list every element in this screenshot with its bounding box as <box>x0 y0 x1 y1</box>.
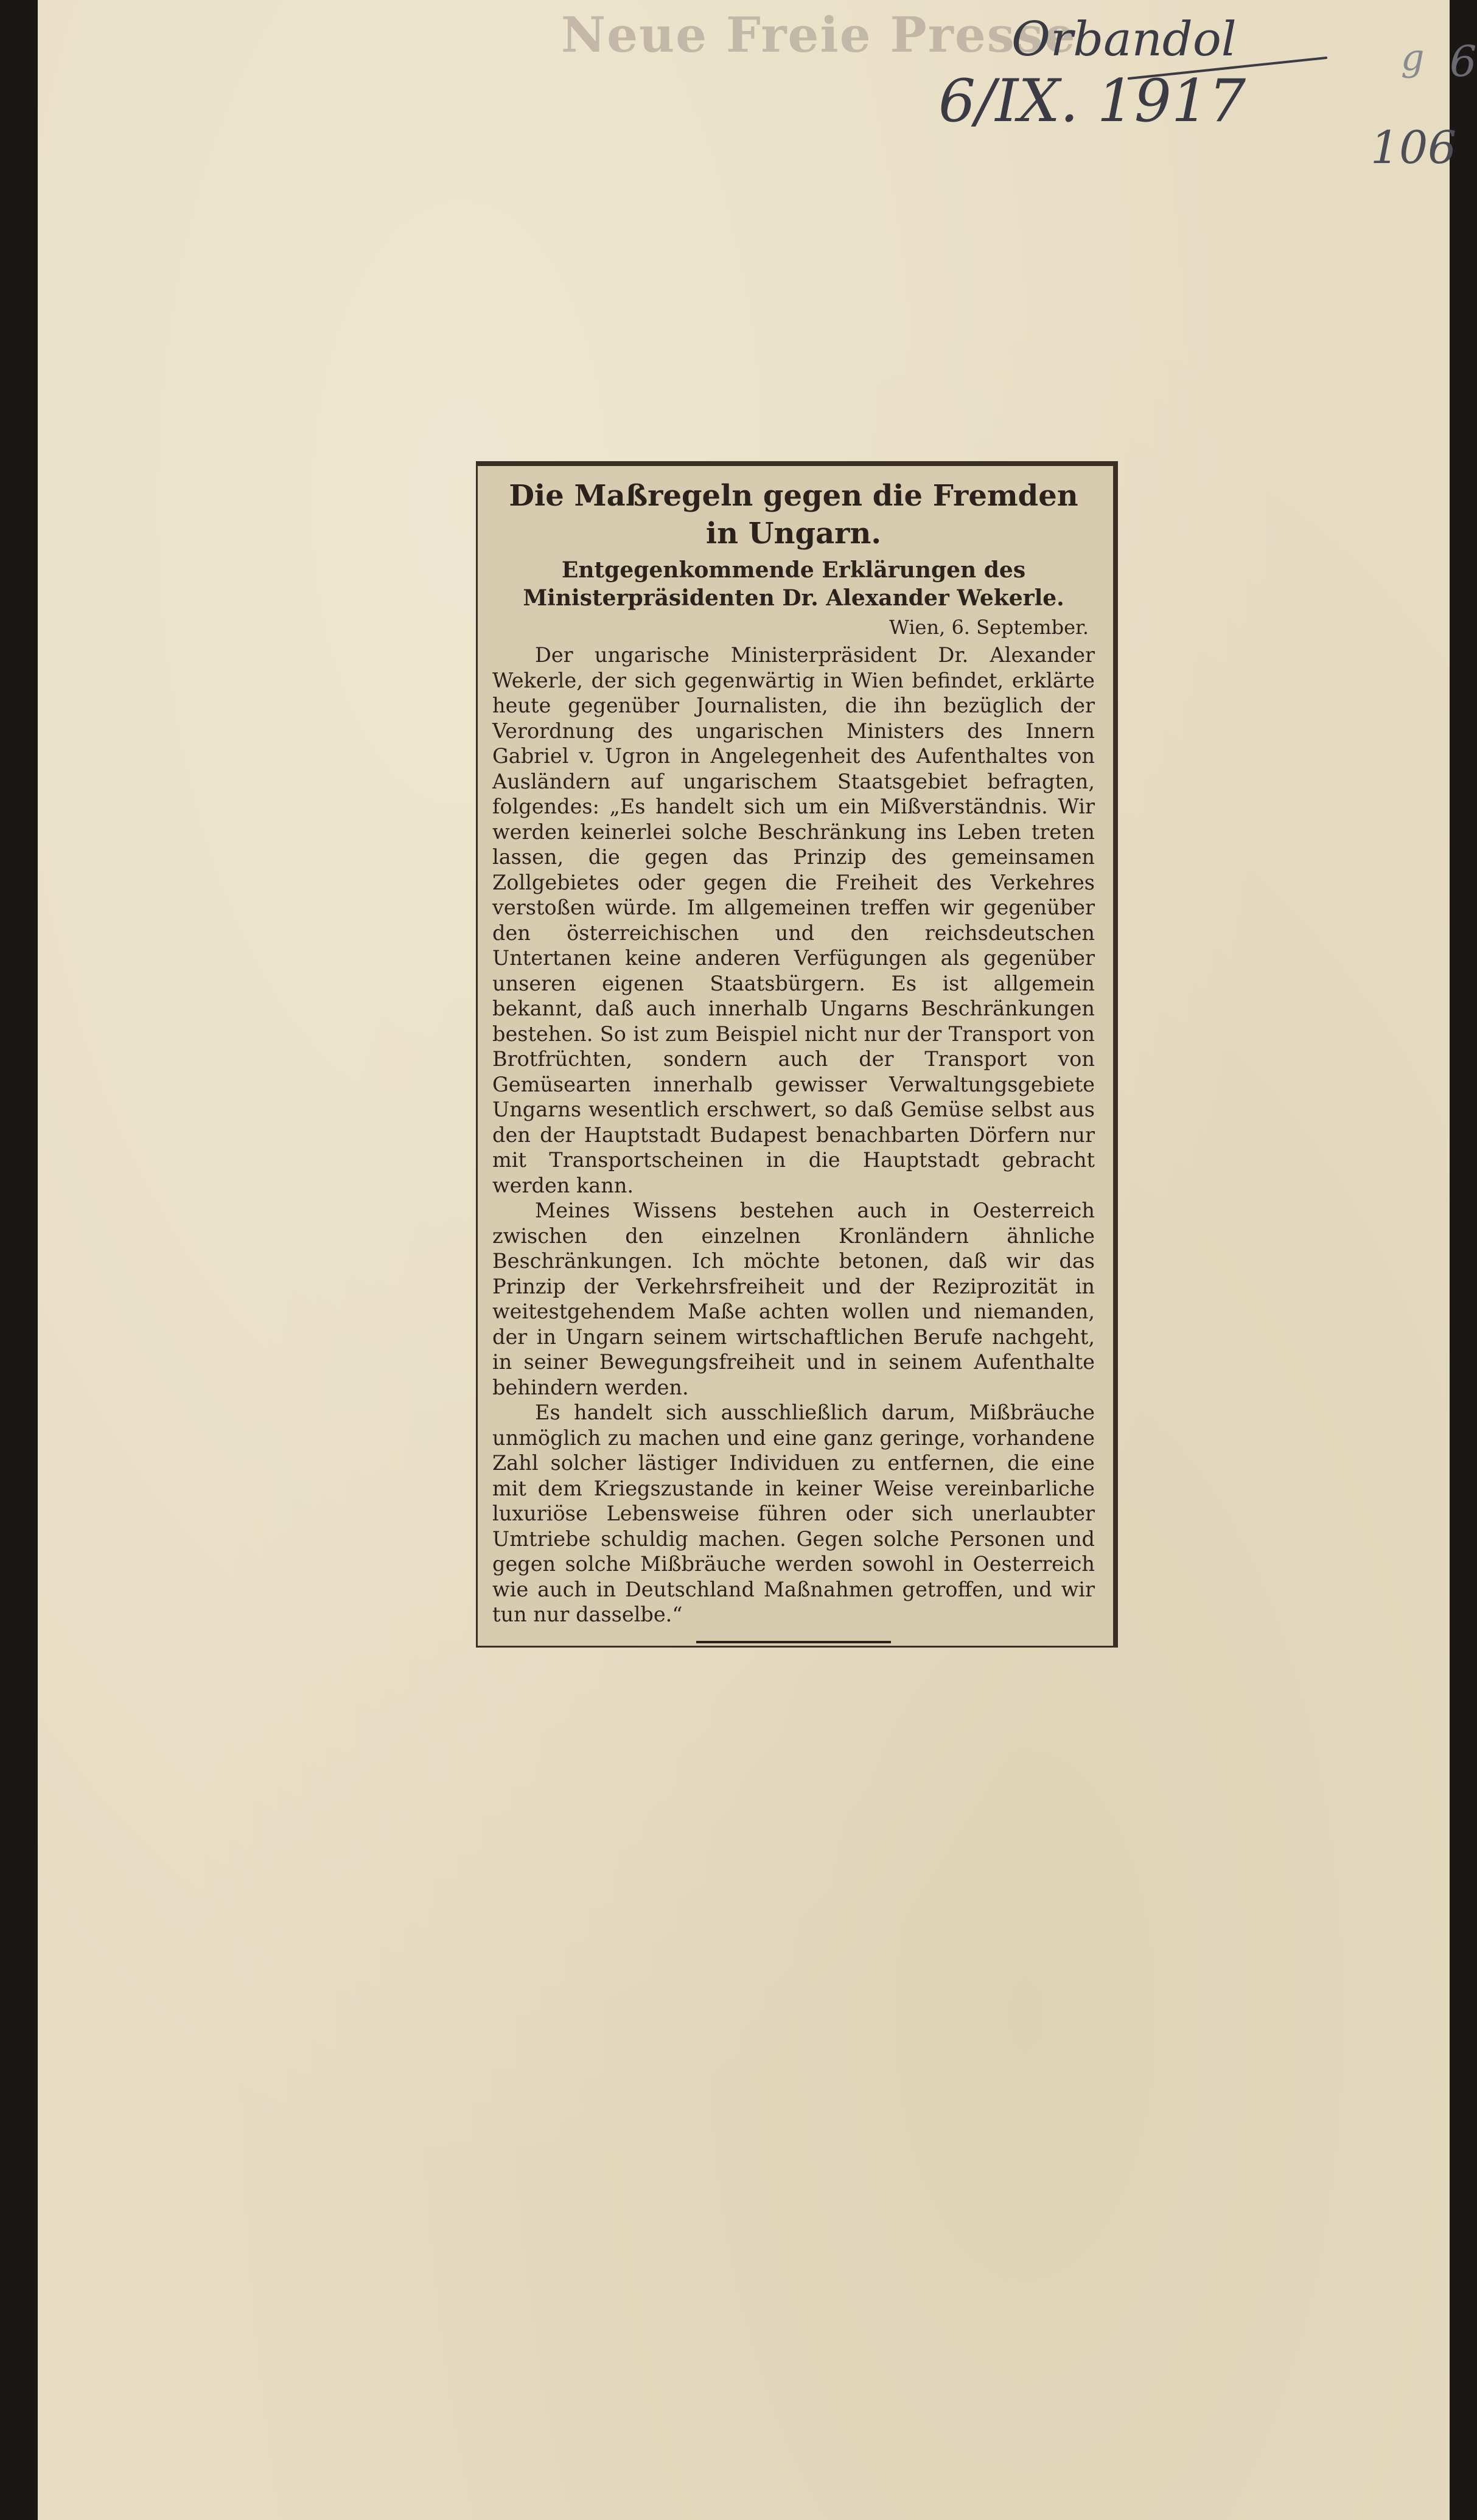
end-rule <box>696 1641 891 1643</box>
archive-sheet <box>38 0 1477 2520</box>
article-paragraph: Meines Wissens bestehen auch in Oesterreich zwischen den einzelnen Kronländern ähnliche Beschränkungen. Ich möchte betonen, daß wir das Prinzip der Verkehrsfreiheit und der Reziprozität in weitestgehendem Maße achten wollen und niemanden, der in Ungarn seinem wirtschaftlichen Berufe nachgeht, in seiner Bewegungsfreiheit und in seinem Aufenthalte behindern werden. <box>492 1199 1095 1399</box>
handwritten-name: Orbandol <box>1011 12 1237 67</box>
handwritten-date: 6/IX. 1917 <box>938 67 1246 135</box>
article-dateline: Wien, 6. September. <box>889 616 1089 639</box>
article-subheadline: Entgegenkommende Erklärungen des Ministerpräsidenten Dr. Alexander Wekerle. <box>523 557 1064 611</box>
article-paragraph: Der ungarische Ministerpräsident Dr. Alexander Wekerle, der sich gegenwärtig in Wien befindet, erklärte heute gegenüber Journalisten, die ihn bezüglich der Verordnung des ungarischen Ministers des Innern Gabriel v. Ugron in Angelegenheit des Aufenthaltes von Ausländern auf ungarischem Staatsgebiet befragten, folgendes: „Es handelt sich um ein Mißverständnis. Wir werden keinerlei solche Beschränkung ins Leben treten lassen, die gegen das Prinzip des gemeinsamen Zollgebietes oder gegen die Freiheit des Verkehres verstoßen würde. Im allgemeinen treffen wir gegenüber den österreichischen und den reichsdeutschen Untertanen keine anderen Verfügungen als gegenüber unseren eigenen Staatsbürgern. Es ist allgemein bekannt, daß auch innerhalb Ungarns Beschränkungen bestehen. So ist zum Beispiel nicht nur der Transport von Brotfrüchten, sondern auch der Transport von Gemüsearten innerhalb gewisser Verwaltungsgebiete Ungarns wesentlich erschwert, so daß Gemüse selbst aus den der Hauptstadt Budapest benachbarten Dörfern nur mit Transportscheinen in die Hauptstadt gebracht werden kann. <box>492 643 1095 1197</box>
handwritten-corner-number: 6 <box>1450 37 1477 86</box>
handwritten-corner-mark: g <box>1401 37 1425 79</box>
handwritten-page-number: 106 <box>1371 122 1457 174</box>
article-paragraph: Es handelt sich ausschließlich darum, Mißbräuche unmöglich zu machen und eine ganz geringe, vorhandene Zahl solcher lästiger Individuen zu entfernen, die eine mit dem Kriegszustande in keiner Weise vereinbarliche luxuriöse Lebensweise führen oder sich unerlaubter Umtriebe schuldig machen. Gegen solche Personen und gegen solche Mißbräuche werden sowohl in Oesterreich wie auch in Deutschland Maßnahmen getroffen, und wir tun nur dasselbe.“ <box>492 1401 1095 1626</box>
newspaper-masthead-stamp: Neue Freie Presse <box>561 6 1077 63</box>
article-headline: Die Maßregeln gegen die Fremden in Ungarn. <box>509 479 1078 551</box>
newspaper-clipping <box>476 461 1118 1648</box>
